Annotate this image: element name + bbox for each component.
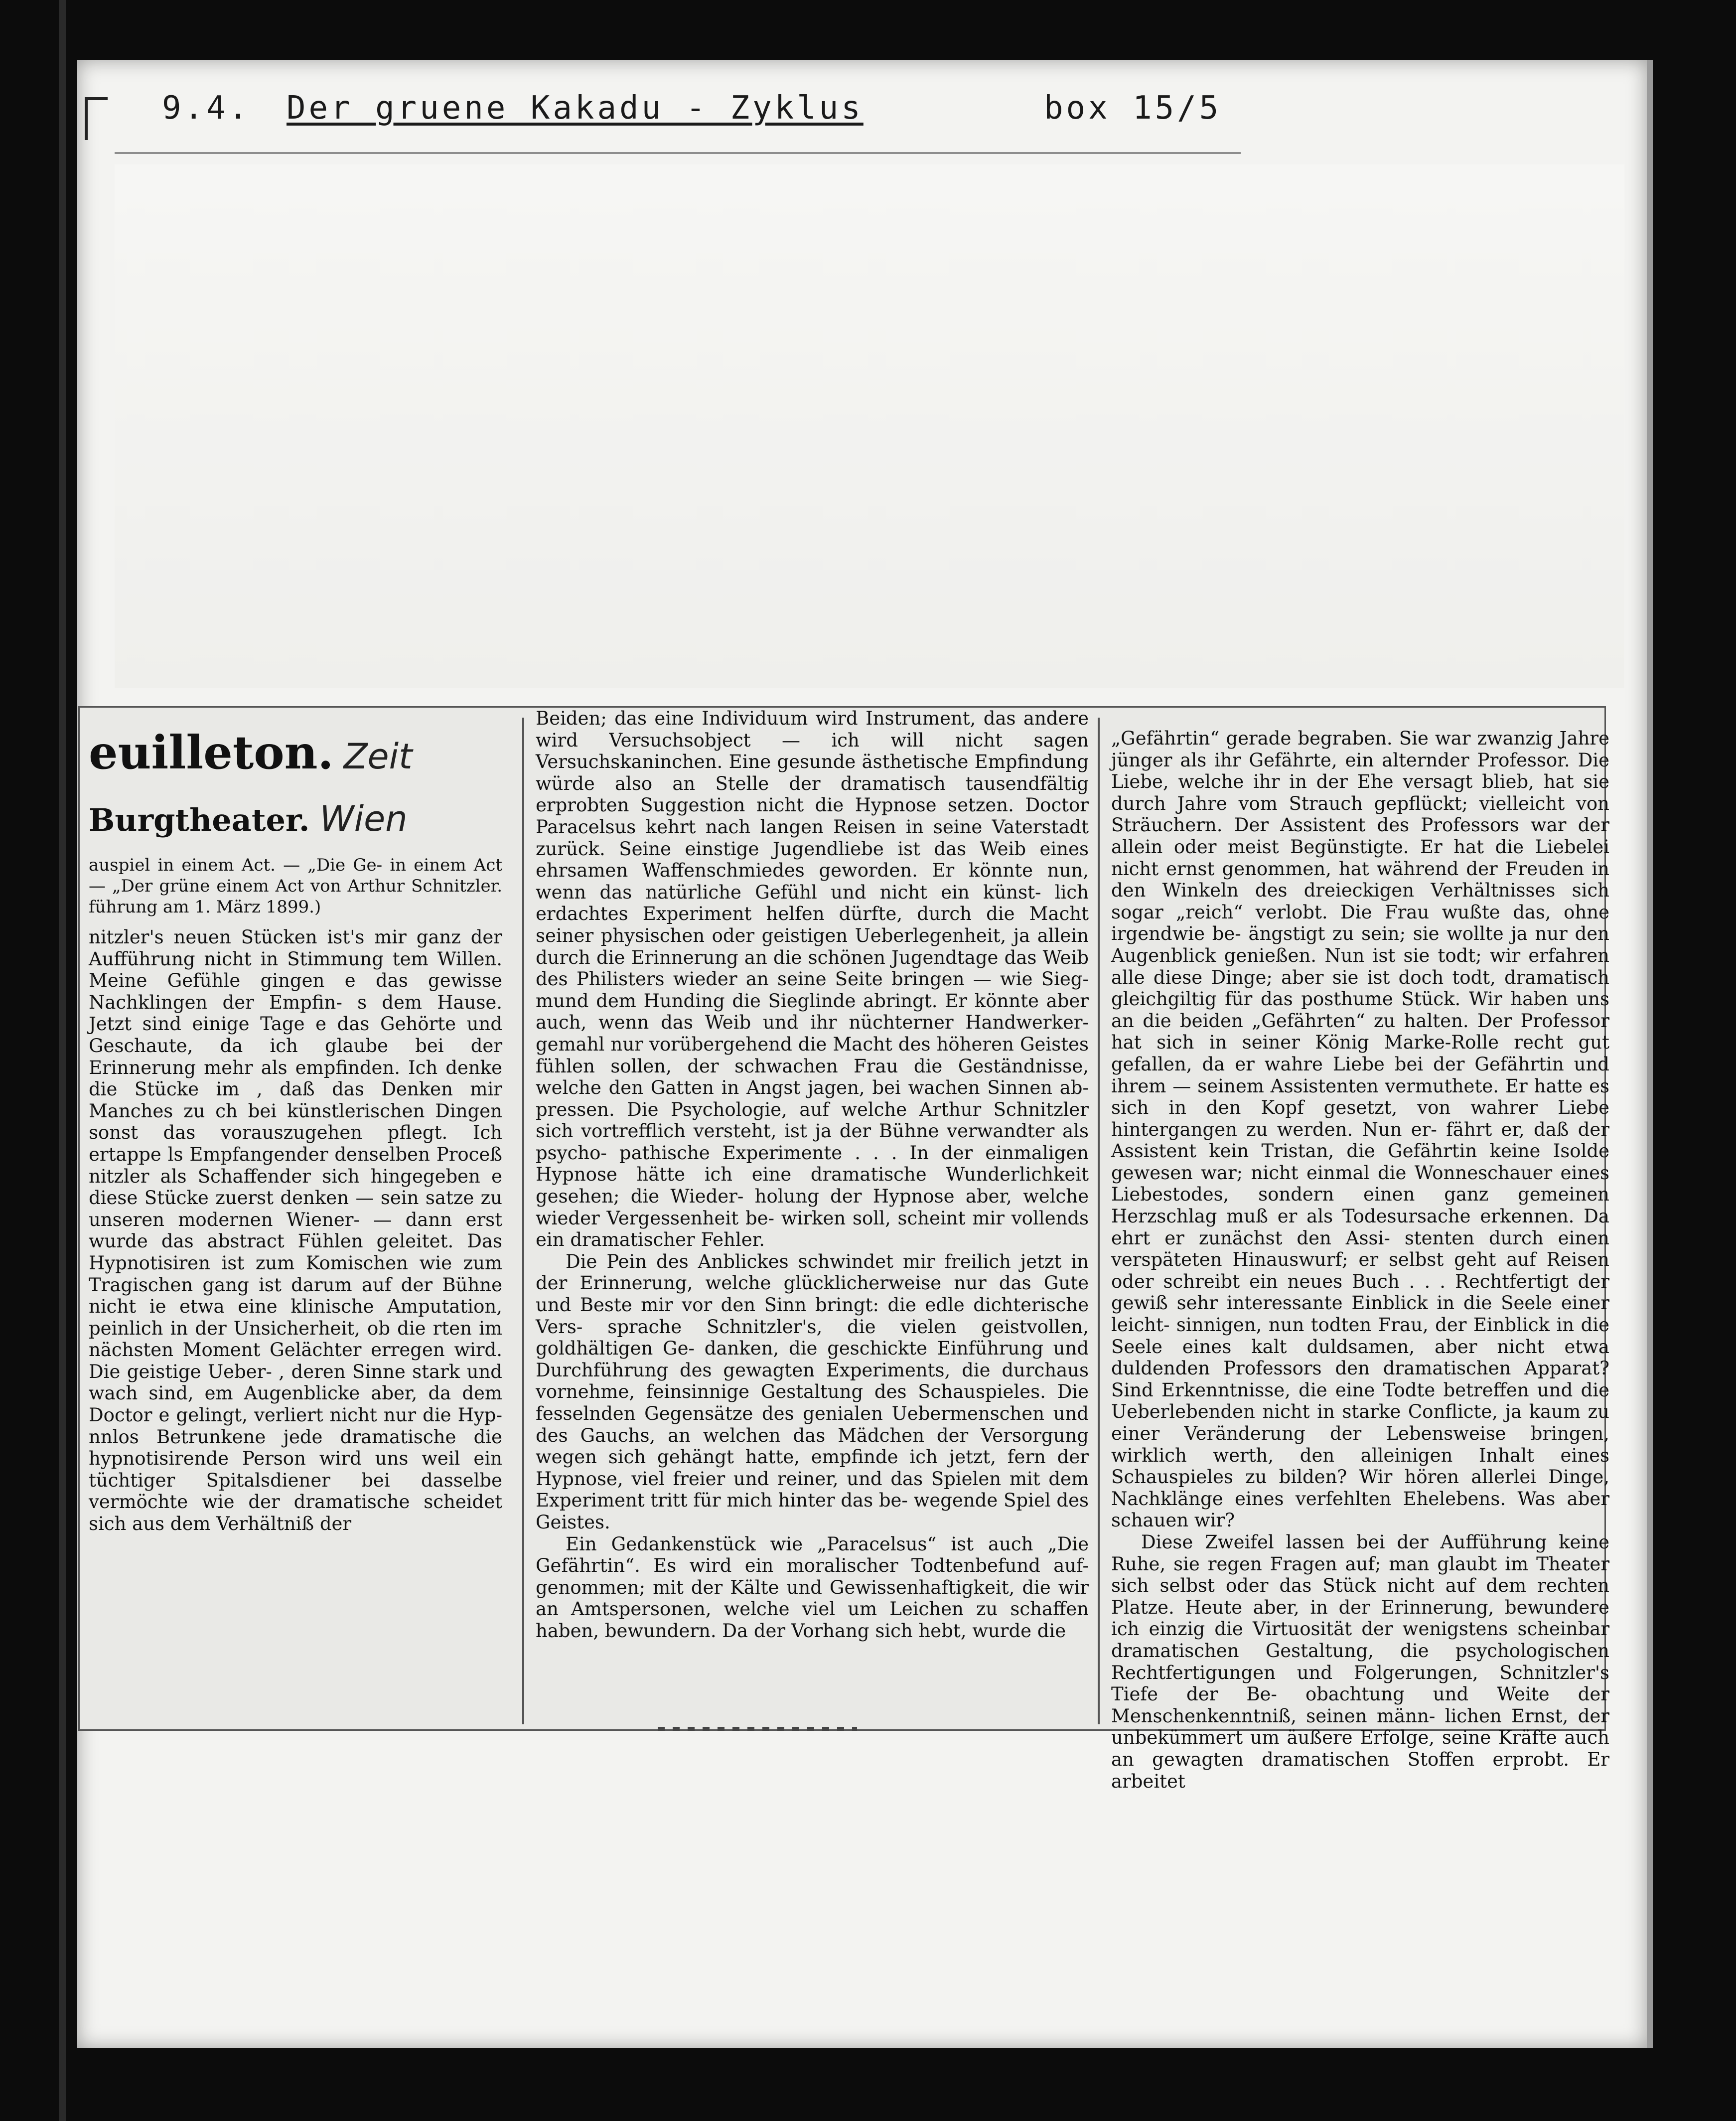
handwritten-note: Zeit [343,736,413,777]
header-box-label: box 15/5 [1044,90,1222,127]
sheet-edge-shadow [1647,60,1653,2048]
corner-bracket-mark [85,97,108,140]
newspaper-clipping [80,708,1609,1792]
section-title: euilleton. [89,726,334,779]
clipping-column-2 [531,708,1094,1724]
column-divider [522,718,524,1724]
handwritten-note: Wien [319,798,408,839]
play-subtitle: auspiel in einem Act. — „Die Ge- in einem Act — „Der grüne einem Act von Arthur Schnitzler. führung am 1. März 1899.) [89,855,502,917]
article-paragraph: „Gefährtin“ gerade begraben. Sie war zwanzig Jahre jünger als ihr Gefährte, ein alternder Professor. Die Liebe, welche ihr in der Ehe versagt blieb, hat sie durch Jahre vom Strauch gepflückt; vielleicht von Sträuchern. Der Assistent des Professors war der allein oder meist Begünstigte. Er hat die Liebelei nicht ernst genommen, hat während der Freuden in den Winkeln des dreieckigen Verhältnisses sich sogar „reich“ verlobt. Die Frau wußte das, ohne irgendwie be- ängstigt zu sein; sie wollte ja nur den Augenblick genießen. Nun ist sie todt; wir erfahren alle diese Dinge; aber sie ist doch todt, dramatisch gleichgiltig für das posthume Stück. Wir haben uns an die beiden „Gefährten“ zu halten. Der Professor hat sich in seiner König Marke-Rolle recht gut gefallen, da er wahre Liebe bei der Gefährtin und ihrem — seinem Assistenten vermuthete. Er hatte es sich in den Kopf gesetzt, von wahrer Liebe hintergangen zu werden. Nun er- fährt er, daß der Assistent kein Tristan, die Gefährtin keine Isolde gewesen war; nicht einmal die Wonneschauer eines Liebestodes, sondern einen ganz gemeinen Herzschlag muß er als Todesursache erkennen. Da ehrt er zunächst den Assi- stenten durch einen verspäteten Hinauswurf; er selbst geht auf Reisen oder schreibt ein neues Buch . . . Rechtfertigt der gewiß sehr interessante Einblick in die Seele einer leicht- sinnigen, nun todten Frau, der Einblick in die Seele eines kalt duldsamen, aber nicht etwa duldenden Professors den dramatischen Apparat? Sind Erkenntnisse, die eine Todte betreffen und die Ueberlebenden nicht in starke Conflicte, ja kaum zu einer Veränderung der Lebensweise bringen, wirklich werth, den alleinigen Inhalt eines Schauspieles zu bilden? Wir hören allerlei Dinge, Nachklänge eines verfehlten Ehelebens. Was aber schauen wir? [1111,728,1609,1531]
column-divider [1098,718,1100,1724]
article-paragraph: Die Pein des Anblickes schwindet mir freilich jetzt in der Erinnerung, welche glücklicherweise nur das Gute und Beste mir vor den Sinn bringt: die edle dichterische Vers- sprache Schnitzler's, die vielen geistvollen, goldhältigen Ge- danken, die geschickte Einführung und Durchführung des gewagten Experiments, die durchaus vornehme, feinsinnige Gestaltung des Schauspieles. Die fesselnden Gegensätze des genialen Uebermenschen und des Gauchs, an welchen das Mädchen der Versorgung wegen sich gehängt hatte, empfinde ich jetzt, fern der Hypnose, viel freier und reiner, und das Spielen mit dem Experiment tritt für mich hinter das be- wegende Spiel des Geistes. [536,1250,1089,1533]
clipping-column-3 [1106,708,1614,1792]
scan-left-edge [59,0,66,2121]
header-number: 9.4. [162,90,251,127]
article-paragraph: nitzler's neuen Stücken ist's mir ganz der Aufführung nicht in Stimmung tem Willen. Meine Gefühle gingen e das gewisse Nachklingen der Empfin- s dem Hause. Jetzt sind einige Tage e das Gehörte und Geschaute, da ich glaube bei der Erinnerung mehr als empfinden. Ich denke die Stücke im , daß das Denken mir Manches zu ch bei künstlerischen Dingen sonst das vorauszugehen pflegt. Ich ertappe ls Empfangender denselben Proceß nitzler als Schaffender sich hingegeben e diese Stücke zuerst denken — sein satze zu unseren modernen Wiener- — dann erst wurde das abstract Fühlen geleitet. Das Hypnotisiren ist zum Komischen wie zum Tragischen gang ist darum auf der Bühne nicht ie etwa eine klinische Amputation, peinlich in der Unsicherheit, ob die rten im nächsten Moment Gelächter erregen wird. Die geistige Ueber- , deren Sinne stark und wach sind, em Augenblicke aber, da dem Doctor e gelingt, verliert nicht nur die Hyp- nnlos Betrunkene jede dramatische die hypnotisirende Person wird uns weil ein tüchtiger Spitalsdiener bei dasselbe vermöchte wie der dramatische scheidet sich aus dem Verhältniß der [89,926,502,1535]
theater-title: Burgtheater. [89,802,310,838]
section-heading [89,728,502,781]
article-paragraph: Beiden; das eine Individuum wird Instrument, das andere wird Versuchsobject — ich will nicht sagen Versuchskaninchen. Eine gesunde ästhetische Empfindung würde also an Stelle der dramatisch tausendfältig erprobten Suggestion nicht die Hypnose setzen. Doctor Paracelsus kehrt nach langen Reisen in seine Vaterstadt zurück. Seine einstige Jugendliebe ist das Weib eines ehrsamen Waffenschmiedes geworden. Er könnte nun, wenn das natürliche Gefühl und nicht ein künst- lich erdachtes Experiment helfen dürfte, durch die Macht seiner physischen oder geistigen Ueberlegenheit, ja allein durch die Erinnerung an die schönen Jugendtage das Weib des Philisters wieder an seine Seite bringen — wie Sieg- mund dem Hunding die Sieglinde abringt. Er könnte aber auch, wenn das Weib und ihr nüchterner Handwerker- gemahl nur vorübergehend die Macht des höheren Geistes fühlen sollen, der schwachen Frau die Geständnisse, welche den Gatten in Angst jagen, bei wachen Sinnen ab- pressen. Die Psychologie, auf welche Arthur Schnitzler sich vortrefflich versteht, ist ja der Bühne verwandter als psycho- pathische Experimente . . . In der einmaligen Hypnose hätte ich eine dramatische Wunderlichkeit gesehen; die Wieder- holung der Hypnose aber, welche wieder Vergessenheit be- wirken soll, scheint mir vollends ein dramatischer Fehler. [536,708,1089,1251]
theater-heading [89,791,502,848]
header-rule [115,152,1241,154]
article-paragraph: Diese Zweifel lassen bei der Aufführung keine Ruhe, sie regen Fragen auf; man glaubt im Theater sich selbst oder das Stück nicht auf dem rechten Platze. Heute aber, in der Erinnerung, bewundere ich einzig die Virtuosität der wenigstens scheinbar dramatischen Gestaltung, die psychologischen Rechtfertigungen und Folgerungen, Schnitzler's Tiefe der Be- obachtung und Weite der Menschenkenntniß, seinen männ- lichen Ernst, der unbekümmert um äußere Erfolge, seine Kräfte auch an gewagten dramatischen Stoffen erprobt. Er arbeitet [1111,1531,1609,1792]
clipping-column-1 [85,708,506,1724]
header-title: Der gruene Kakadu - Zyklus [287,90,864,127]
archive-header [162,90,1258,135]
print-smudge [658,1727,857,1731]
article-paragraph: Ein Gedankenstück wie „Paracelsus“ ist auch „Die Gefährtin“. Es wird ein moralischer Todtenbefund auf- genommen; mit der Kälte und Gewissenhaftigkeit, die wir an Amtspersonen, welche viel um Leichen zu schaffen haben, bewundern. Da der Vorhang sich hebt, wurde die [536,1533,1089,1642]
blank-paper-area [115,164,1624,688]
